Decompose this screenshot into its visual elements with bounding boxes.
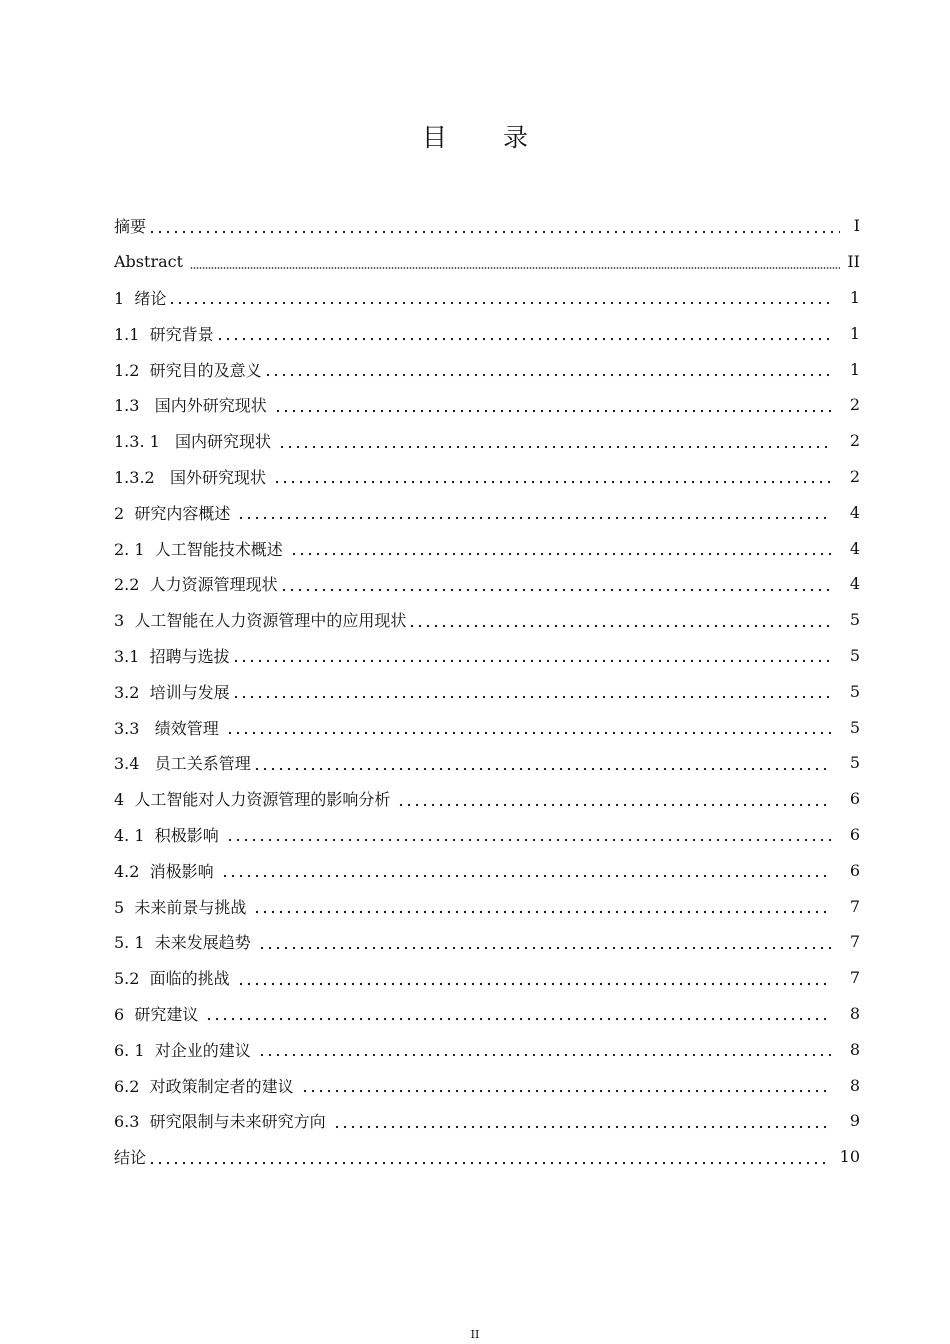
toc-entry-page: 1 <box>849 287 860 307</box>
toc-entry-label: 1.2 研究目的及意义 <box>114 358 264 381</box>
toc-entry-page: 7 <box>849 932 860 952</box>
toc-entry-3[interactable] <box>114 602 860 638</box>
dot-leader <box>258 940 832 950</box>
dot-leader <box>333 1119 832 1129</box>
toc-entry-2[interactable] <box>114 494 860 530</box>
toc-entry-3-1[interactable] <box>114 638 860 674</box>
toc-entry-6-3[interactable] <box>114 1103 860 1139</box>
toc-entry-2-1[interactable] <box>114 530 860 566</box>
dot-leader <box>237 510 832 520</box>
dot-leader <box>273 474 832 484</box>
toc-entry-page: 5 <box>849 681 860 701</box>
table-of-contents <box>114 208 860 1175</box>
toc-entry-label: 5 未来前景与挑战 <box>114 895 253 918</box>
dot-leader <box>232 689 832 699</box>
toc-entry-label: 5. 1 未来发展趋势 <box>114 930 258 953</box>
dot-leader <box>253 904 832 914</box>
toc-entry-label: 2 研究内容概述 <box>114 501 237 524</box>
toc-entry-label: 4. 1 积极影响 <box>114 823 226 846</box>
toc-entry-page: 5 <box>849 717 860 737</box>
dot-leader <box>408 618 832 628</box>
dot-leader <box>237 976 832 986</box>
toc-entry-3-4[interactable] <box>114 745 860 781</box>
toc-entry-label: 6 研究建议 <box>114 1002 205 1025</box>
toc-entry-2-2[interactable] <box>114 566 860 602</box>
toc-entry-label: 3.1 招聘与选拔 <box>114 644 232 667</box>
toc-entry-5-1[interactable] <box>114 924 860 960</box>
toc-entry-label: 2. 1 人工智能技术概述 <box>114 537 290 560</box>
toc-entry-page: II <box>847 252 860 272</box>
dot-leader <box>301 1083 832 1093</box>
page-title: 目 录 <box>422 123 552 152</box>
toc-entry-page: I <box>853 216 860 236</box>
toc-entry-page: 7 <box>849 896 860 916</box>
toc-entry-label: 3.2 培训与发展 <box>114 680 232 703</box>
dot-leader <box>226 832 832 842</box>
dot-leader <box>205 1011 832 1021</box>
toc-entry-label: 6. 1 对企业的建议 <box>114 1038 258 1061</box>
toc-entry-page: 5 <box>849 753 860 773</box>
toc-entry-1-3-1[interactable] <box>114 423 860 459</box>
dot-leader <box>190 260 840 270</box>
toc-entry-5-2[interactable] <box>114 960 860 996</box>
toc-entry-4-1[interactable] <box>114 817 860 853</box>
toc-entry-label: 1 绪论 <box>114 286 168 309</box>
dot-leader <box>148 1155 826 1165</box>
dot-leader <box>274 403 832 413</box>
toc-entry-1-3-2[interactable] <box>114 459 860 495</box>
page-number-footer: II <box>470 1328 480 1341</box>
toc-entry-page: 5 <box>849 645 860 665</box>
dot-leader <box>290 546 832 556</box>
toc-entry-page: 2 <box>849 395 860 415</box>
toc-entry-page: 6 <box>849 789 860 809</box>
toc-entry-page: 1 <box>849 323 860 343</box>
toc-entry-conclusion[interactable] <box>114 1139 860 1175</box>
toc-entry-label: 摘要 <box>114 214 148 237</box>
toc-entry-label: 6.2 对政策制定者的建议 <box>114 1074 301 1097</box>
toc-entry-6[interactable] <box>114 996 860 1032</box>
toc-entry-1-2[interactable] <box>114 351 860 387</box>
dot-leader <box>253 761 832 771</box>
toc-entry-label: 1.3.2 国外研究现状 <box>114 465 273 488</box>
toc-entry-label: 3.4 员工关系管理 <box>114 751 253 774</box>
toc-entry-label: 6.3 研究限制与未来研究方向 <box>114 1109 333 1132</box>
toc-entry-page: 1 <box>849 359 860 379</box>
dot-leader <box>232 653 832 663</box>
toc-entry-abstract-en[interactable] <box>114 244 860 280</box>
toc-entry-label: 4 人工智能对人力资源管理的影响分析 <box>114 787 397 810</box>
toc-entry-page: 8 <box>849 1039 860 1059</box>
toc-entry-label: 1.3 国内外研究现状 <box>114 393 274 416</box>
toc-entry-page: 4 <box>849 574 860 594</box>
dot-leader <box>168 295 832 305</box>
toc-entry-page: 2 <box>849 466 860 486</box>
dot-leader <box>397 797 832 807</box>
toc-entry-page: 5 <box>849 610 860 630</box>
toc-entry-page: 9 <box>849 1111 860 1131</box>
toc-entry-label: 4.2 消极影响 <box>114 859 221 882</box>
toc-entry-label: 5.2 面临的挑战 <box>114 966 237 989</box>
dot-leader <box>264 367 832 377</box>
toc-entry-5[interactable] <box>114 888 860 924</box>
toc-entry-3-3[interactable] <box>114 709 860 745</box>
dot-leader <box>148 224 840 234</box>
toc-entry-label: 3 人工智能在人力资源管理中的应用现状 <box>114 608 408 631</box>
toc-entry-page: 6 <box>849 824 860 844</box>
toc-entry-page: 8 <box>849 1075 860 1095</box>
toc-entry-label: 结论 <box>114 1145 148 1168</box>
toc-entry-3-2[interactable] <box>114 673 860 709</box>
toc-entry-page: 6 <box>849 860 860 880</box>
dot-leader <box>258 1047 832 1057</box>
toc-entry-label: 1.1 研究背景 <box>114 322 216 345</box>
dot-leader <box>226 725 832 735</box>
toc-entry-page: 4 <box>849 502 860 522</box>
toc-entry-4-2[interactable] <box>114 852 860 888</box>
toc-entry-label: 1.3. 1 国内研究现状 <box>114 429 278 452</box>
toc-entry-label: 2.2 人力资源管理现状 <box>114 572 280 595</box>
dot-leader <box>280 582 832 592</box>
toc-entry-page: 4 <box>849 538 860 558</box>
toc-entry-1[interactable] <box>114 280 860 316</box>
toc-entry-abstract-cn[interactable] <box>114 208 860 244</box>
toc-entry-4[interactable] <box>114 781 860 817</box>
toc-entry-6-1[interactable] <box>114 1031 860 1067</box>
toc-entry-label: Abstract <box>114 252 189 272</box>
toc-entry-page: 10 <box>839 1147 860 1167</box>
toc-entry-page: 2 <box>849 431 860 451</box>
dot-leader <box>221 868 832 878</box>
toc-entry-1-3[interactable] <box>114 387 860 423</box>
toc-entry-6-2[interactable] <box>114 1067 860 1103</box>
toc-entry-page: 8 <box>849 1003 860 1023</box>
dot-leader <box>216 331 832 341</box>
toc-entry-page: 7 <box>849 968 860 988</box>
dot-leader <box>278 439 832 449</box>
toc-entry-1-1[interactable] <box>114 315 860 351</box>
toc-entry-label: 3.3 绩效管理 <box>114 716 226 739</box>
